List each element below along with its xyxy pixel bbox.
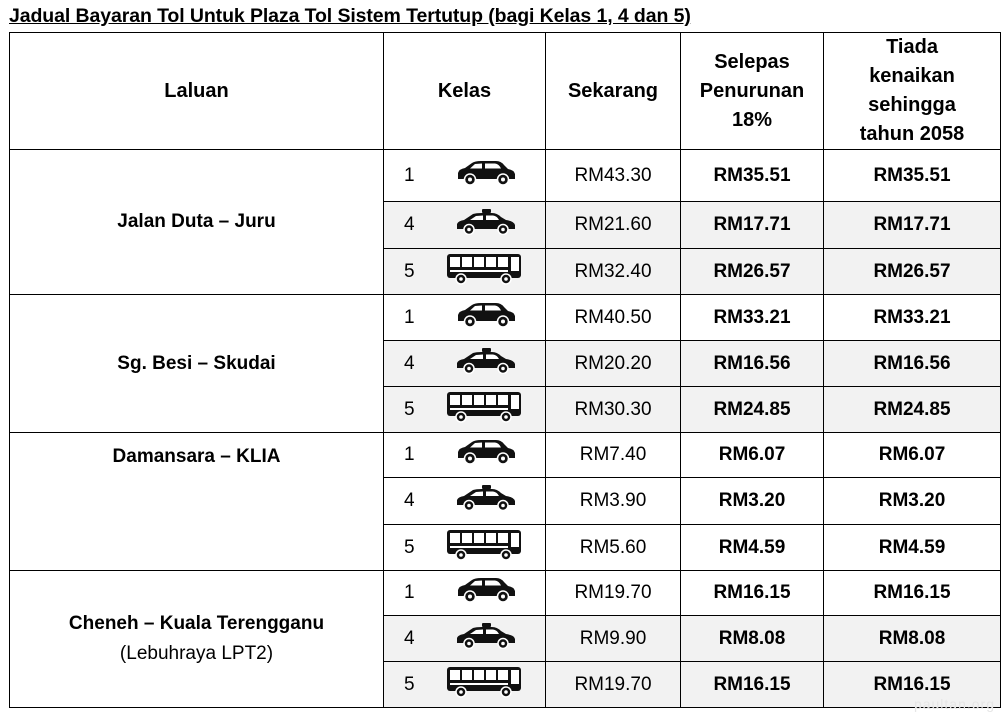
kelas-number: 5 — [404, 673, 415, 695]
fare-selepas-penurunan: RM4.59 — [681, 525, 824, 571]
fare-sekarang: RM3.90 — [546, 478, 681, 525]
route-name: Damansara – KLIA — [112, 446, 281, 467]
kelas-cell — [384, 571, 546, 616]
header-selepas-line1: Selepas — [714, 50, 790, 73]
header-tiada-line2: kenaikan — [869, 65, 955, 87]
kelas-number: 5 — [404, 536, 415, 558]
kelas-cell — [384, 387, 546, 433]
route-name-cell — [10, 150, 384, 295]
fare-sekarang: RM40.50 — [546, 295, 681, 341]
taxi-icon — [454, 348, 518, 380]
fare-tiada-kenaikan: RM8.08 — [824, 616, 1001, 662]
car-icon — [454, 160, 518, 192]
route-name: Cheneh – Kuala Terengganu — [68, 613, 325, 634]
fare-selepas-penurunan: RM8.08 — [681, 616, 824, 662]
kelas-number: 1 — [404, 582, 415, 603]
fare-sekarang: RM19.70 — [546, 571, 681, 616]
car-icon — [454, 302, 518, 334]
route-name-cell — [10, 433, 384, 571]
kelas-number: 1 — [404, 306, 415, 328]
fare-sekarang: RM43.30 — [546, 150, 681, 202]
header-laluan: Laluan — [10, 33, 384, 150]
table-row — [10, 433, 1001, 478]
fare-selepas-penurunan: RM16.56 — [681, 341, 824, 387]
kelas-cell — [384, 150, 546, 202]
table-row — [10, 571, 1001, 616]
page-title: Jadual Bayaran Tol Untuk Plaza Tol Sistem Tertutup (bagi Kelas 1, 4 dan 5) — [9, 5, 691, 27]
kelas-cell — [384, 202, 546, 249]
header-tiada-line3: sehingga — [868, 94, 956, 116]
header-selepas-line3: 18% — [731, 108, 773, 131]
table-row — [10, 150, 1001, 202]
fare-tiada-kenaikan: RM17.71 — [824, 202, 1001, 249]
fare-sekarang: RM20.20 — [546, 341, 681, 387]
fare-tiada-kenaikan: RM16.56 — [824, 341, 1001, 387]
kelas-cell — [384, 295, 546, 341]
fare-tiada-kenaikan: RM33.21 — [824, 295, 1001, 341]
kelas-number: 4 — [404, 627, 415, 649]
kelas-number: 4 — [404, 214, 415, 235]
fare-selepas-penurunan: RM24.85 — [681, 387, 824, 433]
taxi-icon — [454, 623, 518, 655]
taxi-icon — [454, 209, 518, 241]
kelas-cell — [384, 249, 546, 295]
kelas-cell — [384, 341, 546, 387]
kelas-number: 5 — [404, 398, 415, 420]
header-selepas-line2: Penurunan — [699, 79, 805, 102]
fare-sekarang: RM21.60 — [546, 202, 681, 249]
header-tiada-kenaikan — [824, 33, 1001, 150]
table-header-row — [10, 33, 1001, 150]
route-name: Sg. Besi – Skudai — [117, 352, 276, 374]
fare-selepas-penurunan: RM3.20 — [681, 478, 824, 525]
fare-selepas-penurunan: RM16.15 — [681, 662, 824, 708]
header-kelas: Kelas — [384, 33, 546, 150]
route-name: Jalan Duta – Juru — [117, 211, 276, 232]
fare-sekarang: RM7.40 — [546, 433, 681, 478]
fare-sekarang: RM5.60 — [546, 525, 681, 571]
fare-selepas-penurunan: RM26.57 — [681, 249, 824, 295]
toll-rate-table — [9, 32, 1001, 708]
fare-tiada-kenaikan: RM26.57 — [824, 249, 1001, 295]
fare-sekarang: RM30.30 — [546, 387, 681, 433]
header-sekarang: Sekarang — [546, 33, 681, 150]
fare-selepas-penurunan: RM33.21 — [681, 295, 824, 341]
fare-selepas-penurunan: RM6.07 — [681, 433, 824, 478]
kelas-cell — [384, 478, 546, 525]
route-name-cell — [10, 571, 384, 708]
kelas-number: 1 — [404, 444, 415, 465]
fare-sekarang: RM9.90 — [546, 616, 681, 662]
bus-icon — [446, 391, 524, 429]
fare-selepas-penurunan: RM17.71 — [681, 202, 824, 249]
kelas-number: 4 — [404, 352, 415, 374]
bus-icon — [446, 253, 524, 291]
fare-tiada-kenaikan: RM3.20 — [824, 478, 1001, 525]
route-name-cell — [10, 295, 384, 433]
table-body — [10, 150, 1001, 708]
fare-tiada-kenaikan: RM16.15 — [824, 662, 1001, 708]
bus-icon — [446, 529, 524, 567]
kelas-number: 1 — [404, 164, 415, 186]
fare-sekarang: RM19.70 — [546, 662, 681, 708]
fare-selepas-penurunan: RM16.15 — [681, 571, 824, 616]
fare-tiada-kenaikan: RM35.51 — [824, 150, 1001, 202]
fare-tiada-kenaikan: RM6.07 — [824, 433, 1001, 478]
route-subtitle: (Lebuhraya LPT2) — [119, 643, 274, 664]
kelas-number: 5 — [404, 260, 415, 282]
car-icon — [454, 577, 518, 609]
kelas-cell — [384, 662, 546, 708]
bus-icon — [446, 666, 524, 704]
table-row — [10, 295, 1001, 341]
fare-tiada-kenaikan: RM24.85 — [824, 387, 1001, 433]
fare-selepas-penurunan: RM35.51 — [681, 150, 824, 202]
watermark: paultan.org — [913, 696, 995, 712]
taxi-icon — [454, 485, 518, 517]
kelas-cell — [384, 616, 546, 662]
kelas-cell — [384, 525, 546, 571]
car-icon — [454, 439, 518, 471]
header-selepas-penurunan — [681, 33, 824, 150]
fare-tiada-kenaikan: RM4.59 — [824, 525, 1001, 571]
header-tiada-line1: Tiada — [886, 36, 938, 58]
fare-sekarang: RM32.40 — [546, 249, 681, 295]
kelas-cell — [384, 433, 546, 478]
header-tiada-line4: tahun 2058 — [859, 123, 965, 145]
fare-tiada-kenaikan: RM16.15 — [824, 571, 1001, 616]
kelas-number: 4 — [404, 490, 415, 511]
